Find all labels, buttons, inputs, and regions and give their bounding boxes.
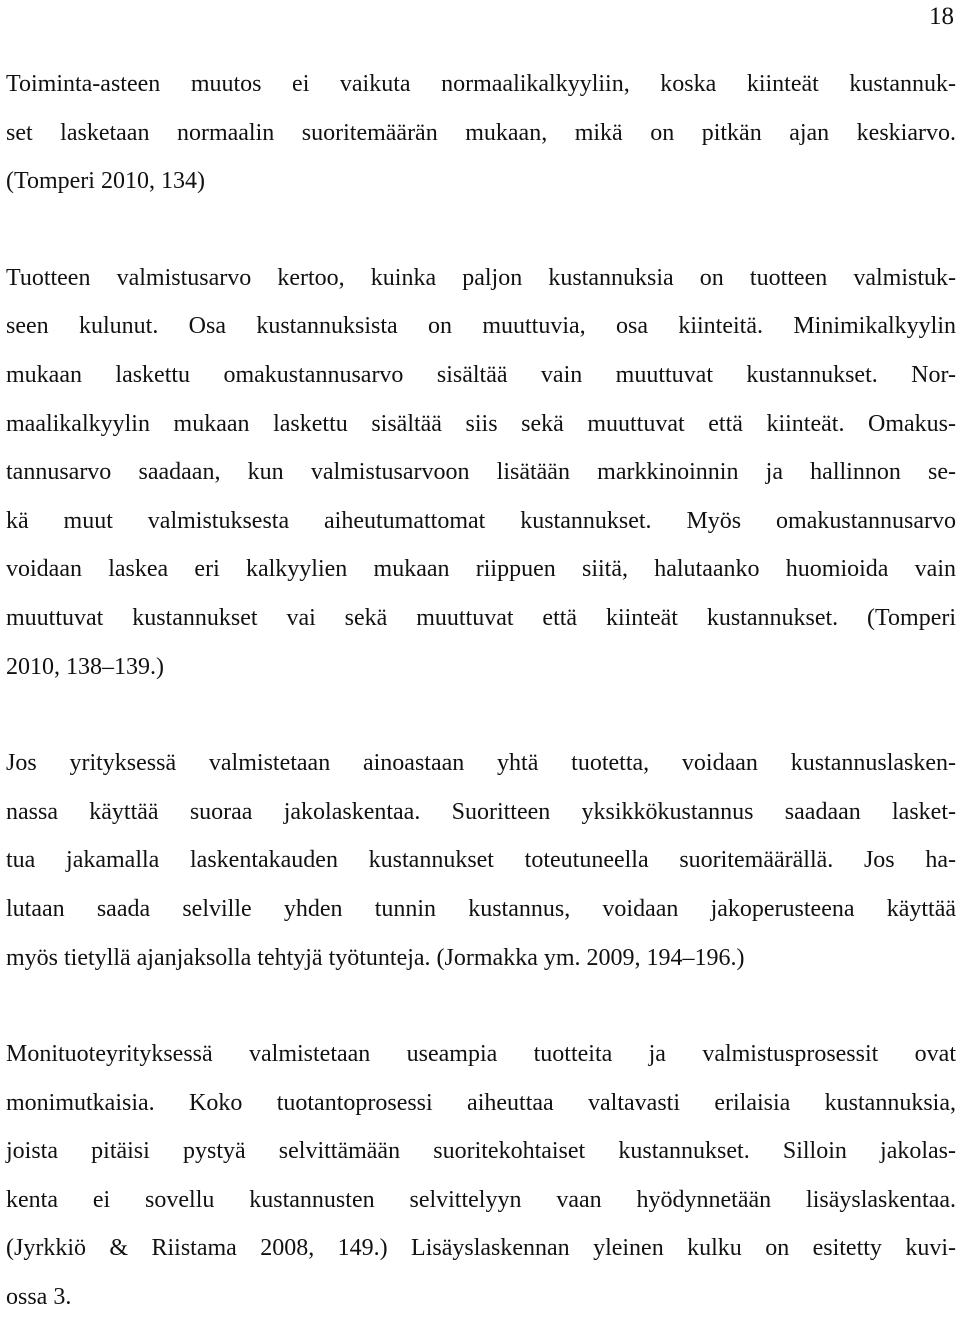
text-line: myös tietyllä ajanjaksolla tehtyjä työtunteja. (Jormakka ym. 2009, 194–196.) [6,944,745,971]
text-line: (Tomperi 2010, 134) [6,168,205,195]
text-line: mukaan laskettu omakustannusarvo sisältää vain muuttuvat kustannukset. Nor- [6,361,956,388]
text-line: tua jakamalla laskentakauden kustannukset toteutuneella suoritemäärällä. Jos ha- [6,847,956,874]
paragraph-2 [6,254,956,691]
text-line: Toiminta-asteen muutos ei vaikuta normaalikalkyyliin, koska kiinteät kustannuk- [6,71,956,97]
text-line: monimutkaisia. Koko tuotantoprosessi aiheuttaa valtavasti erilaisia kustannuksia, [6,1089,956,1116]
text-line: lutaan saada selville yhden tunnin kustannus, voidaan jakoperusteena käyttää [6,895,956,922]
text-line: (Jyrkkiö & Riistama 2008, 149.) Lisäyslaskennan yleinen kulku on esitetty kuvi- [6,1235,956,1262]
paragraph-3 [6,739,956,982]
text-line: voidaan laskea eri kalkyylien mukaan riippuen siitä, halutaanko huomioida vain [6,556,956,583]
text-line: muuttuvat kustannukset vai sekä muuttuvat että kiinteät kustannukset. (Tomperi [6,604,956,631]
paragraph-gap [6,982,956,1030]
paragraph-gap [6,206,956,254]
paragraph-4 [6,1030,956,1322]
paragraph-1 [6,60,956,206]
paragraph-gap [6,691,956,739]
text-line: ossa 3. [6,1284,72,1311]
text-line: Monituoteyrityksessä valmistetaan useampia tuotteita ja valmistusprosessit ovat [6,1041,956,1068]
text-line: tannusarvo saadaan, kun valmistusarvoon lisätään markkinoinnin ja hallinnon se- [6,459,956,486]
text-line: Jos yrityksessä valmistetaan ainoastaan yhtä tuotetta, voidaan kustannuslasken- [6,750,956,777]
text-line: joista pitäisi pystyä selvittämään suoritekohtaiset kustannukset. Silloin jakolas- [6,1138,956,1165]
text-line: seen kulunut. Osa kustannuksista on muuttuvia, osa kiinteitä. Minimikalkyylin [6,313,956,340]
page-number: 18 [929,3,954,30]
text-line: kenta ei sovellu kustannusten selvittelyyn vaan hyödynnetään lisäyslaskentaa. [6,1186,956,1213]
text-line: Tuotteen valmistusarvo kertoo, kuinka paljon kustannuksia on tuotteen valmistuk- [6,264,956,291]
text-line: nassa käyttää suoraa jakolaskentaa. Suoritteen yksikkökustannus saadaan lasket- [6,798,956,825]
text-line: set lasketaan normaalin suoritemäärän mukaan, mikä on pitkän ajan keskiarvo. [6,119,956,146]
text-line: kä muut valmistuksesta aiheutumattomat kustannukset. Myös omakustannusarvo [6,507,956,534]
document-body [6,60,956,1322]
text-line: 2010, 138–139.) [6,653,164,680]
text-line: maalikalkyylin mukaan laskettu sisältää siis sekä muuttuvat että kiinteät. Omakus- [6,410,956,437]
